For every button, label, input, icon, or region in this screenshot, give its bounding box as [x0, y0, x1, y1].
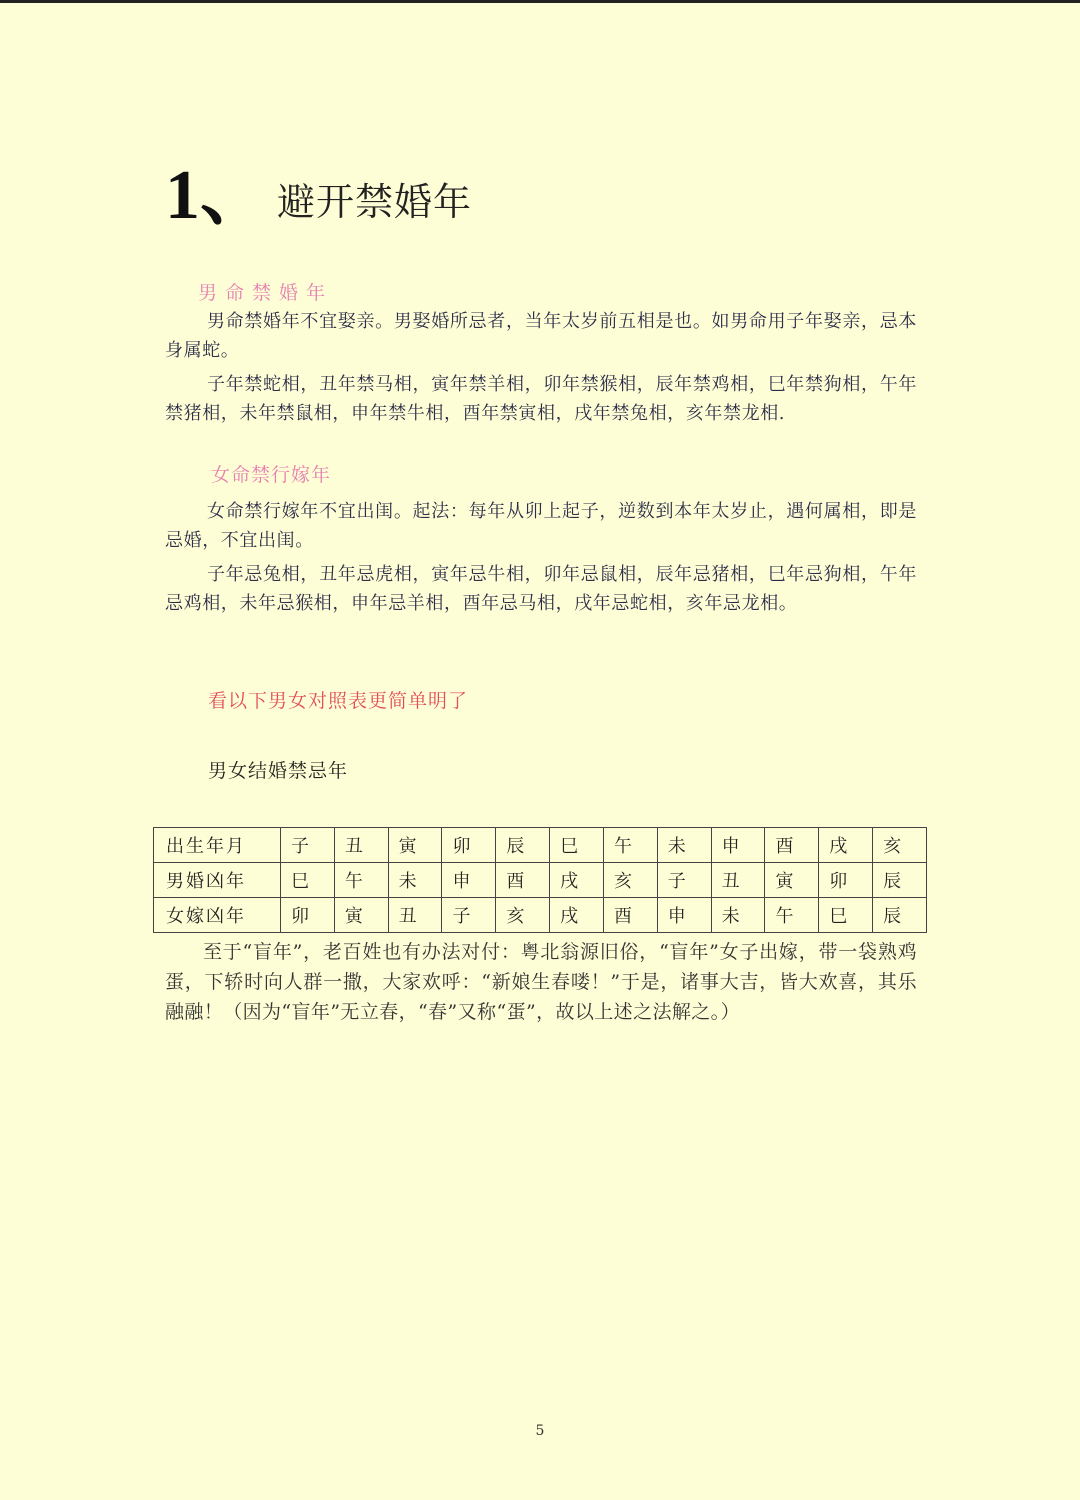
- section-title: 避开禁婚年: [277, 180, 473, 224]
- table-cell: 辰: [873, 863, 927, 898]
- male-paragraph-2: 子年禁蛇相，丑年禁马相，寅年禁羊相，卯年禁猴相，辰年禁鸡相，巳年禁狗相，午年禁猪相，未年禁鼠相，申年禁牛相，酉年禁寅相，戌年禁兔相，亥年禁龙相.: [165, 374, 917, 424]
- table-cell: 子: [657, 863, 711, 898]
- female-paragraph-2: 子年忌兔相，丑年忌虎相，寅年忌牛相，卯年忌鼠相，辰年忌猪相，巳年忌狗相，午年忌鸡相，未年忌猴相，申年忌羊相，酉年忌马相，戌年忌蛇相，亥年忌龙相。: [165, 564, 917, 614]
- table-cell: 亥: [496, 898, 550, 933]
- table-cell: 酉: [496, 863, 550, 898]
- table-cell: 寅: [334, 898, 388, 933]
- table-cell: 辰: [873, 898, 927, 933]
- table-cell: 未: [388, 863, 442, 898]
- table-cell: 午: [603, 828, 657, 863]
- table-cell: 酉: [765, 828, 819, 863]
- table-row: [154, 863, 927, 898]
- table-cell: 卯: [442, 828, 496, 863]
- table-cell: 申: [711, 828, 765, 863]
- table-cell: 亥: [873, 828, 927, 863]
- page-number: 5: [535, 1423, 545, 1439]
- table-cell: 申: [657, 898, 711, 933]
- comparison-note: 看以下男女对照表更简单明了: [208, 690, 469, 712]
- male-paragraph-1: 男命禁婚年不宜娶亲。男娶婚所忌者，当年太岁前五相是也。如男命用子年娶亲，忌本身属蛇。: [165, 311, 917, 361]
- table-cell: 卯: [819, 863, 873, 898]
- closing-paragraph: 至于“盲年”，老百姓也有办法对付：粤北翁源旧俗，“盲年”女子出嫁，带一袋熟鸡蛋，下轿时向人群一撒，大家欢呼：“新娘生春喽！”于是，诸事大吉，皆大欢喜，其乐融融！（因为“盲年”无立春，“春”又称“蛋”，故以上述之法解之。）: [165, 941, 917, 1023]
- table-cell: 寅: [388, 828, 442, 863]
- row-header: 女嫁凶年: [154, 898, 281, 933]
- male-subtitle: 男命禁婚年: [198, 282, 334, 304]
- table-cell: 巳: [550, 828, 604, 863]
- table-cell: 午: [334, 863, 388, 898]
- table-cell: 丑: [711, 863, 765, 898]
- section-number: 1、: [165, 157, 270, 234]
- table-cell: 子: [281, 828, 335, 863]
- table-cell: 丑: [334, 828, 388, 863]
- section-heading: [165, 157, 917, 240]
- table-cell: 亥: [603, 863, 657, 898]
- table-cell: 未: [711, 898, 765, 933]
- table-cell: 未: [657, 828, 711, 863]
- table-cell: 戌: [550, 898, 604, 933]
- table-cell: 巳: [819, 898, 873, 933]
- table-cell: 辰: [496, 828, 550, 863]
- row-header: 出生年月: [154, 828, 281, 863]
- female-subtitle: 女命禁行嫁年: [211, 464, 332, 486]
- table-row: [154, 828, 927, 863]
- table-body: [154, 828, 927, 933]
- table-caption: 男女结婚禁忌年: [208, 760, 349, 782]
- table-cell: 午: [765, 898, 819, 933]
- table-cell: 戌: [819, 828, 873, 863]
- table-cell: 子: [442, 898, 496, 933]
- female-paragraph-1: 女命禁行嫁年不宜出闺。起法：每年从卯上起子，逆数到本年太岁止，遇何属相，即是忌婚，不宜出闺。: [165, 501, 917, 551]
- table-cell: 丑: [388, 898, 442, 933]
- table-cell: 酉: [603, 898, 657, 933]
- table-cell: 巳: [281, 863, 335, 898]
- table-row: [154, 898, 927, 933]
- marriage-taboo-table: [153, 827, 927, 933]
- row-header: 男婚凶年: [154, 863, 281, 898]
- table-cell: 申: [442, 863, 496, 898]
- table-cell: 寅: [765, 863, 819, 898]
- top-border-rule: [0, 0, 1080, 3]
- table-cell: 卯: [281, 898, 335, 933]
- table-cell: 戌: [550, 863, 604, 898]
